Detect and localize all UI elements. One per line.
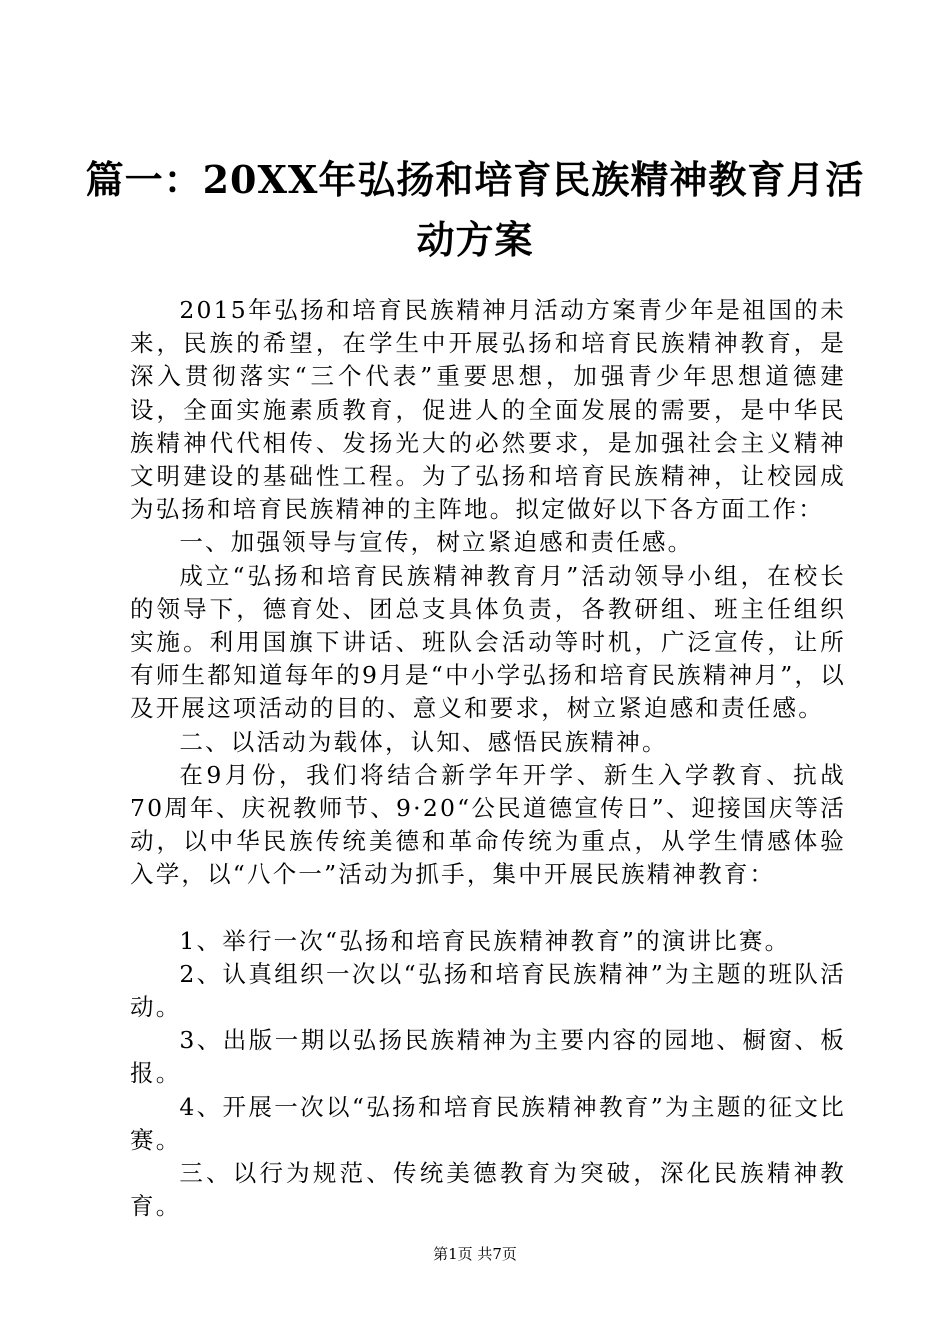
list-item-1: 1、举行一次“弘扬和培育民族精神教育”的演讲比赛。 bbox=[179, 926, 791, 955]
list-item-2: 2、认真组织一次以“弘扬和培育民族精神”为主题的班队活动。 bbox=[130, 959, 846, 1022]
list-item-4: 4、开展一次以“弘扬和培育民族精神教育”为主题的征文比赛。 bbox=[130, 1092, 846, 1154]
document-body bbox=[130, 294, 846, 1223]
paragraph-intro: 2015年弘扬和培育民族精神月活动方案青少年是祖国的未来，民族的希望，在学生中开展弘扬和培育民族精神教育，是深入贯彻落实“三个代表”重要思想，加强青少年思想道德建设，全面实施素质教育，促进人的全面发展的需要，是中华民族精神代代相传、发扬光大的必然要求，是加强社会主义精神文明建设的基础性工程。为了弘扬和培育民族精神，让校园成为弘扬和培育民族精神的主阵地。拟定做好以下各方面工作： bbox=[130, 296, 846, 524]
document-title-line-1: 篇一：20XX年弘扬和培育民族精神教育月活 bbox=[85, 157, 865, 202]
paragraph-section-2: 在9月份，我们将结合新学年开学、新生入学教育、抗战70周年、庆祝教师节、9·20“公民道德宣传日”、迎接国庆等活动，以中华民族传统美德和革命传统为重点，从学生情感体验入学，以“八个一”活动为抓手，集中开展民族精神教育： bbox=[130, 760, 846, 889]
document-title-line-2: 动方案 bbox=[416, 217, 534, 262]
section-heading-1: 一、加强领导与宣传，树立紧迫感和责任感。 bbox=[179, 528, 694, 557]
list-item-3: 3、出版一期以弘扬民族精神为主要内容的园地、橱窗、板报。 bbox=[130, 1026, 846, 1088]
section-heading-2: 二、以活动为载体，认知、感悟民族精神。 bbox=[179, 727, 668, 756]
page-footer: 第1页 共7页 bbox=[433, 1245, 517, 1263]
section-heading-3: 三、以行为规范、传统美德教育为突破，深化民族精神教育。 bbox=[130, 1159, 846, 1221]
paragraph-section-1: 成立“弘扬和培育民族精神教育月”活动领导小组，在校长的领导下，德育处、团总支具体负责，各教研组、班主任组织实施。利用国旗下讲话、班队会活动等时机，广泛宣传，让所有师生都知道每年的9月是“中小学弘扬和培育民族精神月”，以及开展这项活动的目的、意义和要求，树立紧迫感和责任感。 bbox=[130, 561, 846, 723]
